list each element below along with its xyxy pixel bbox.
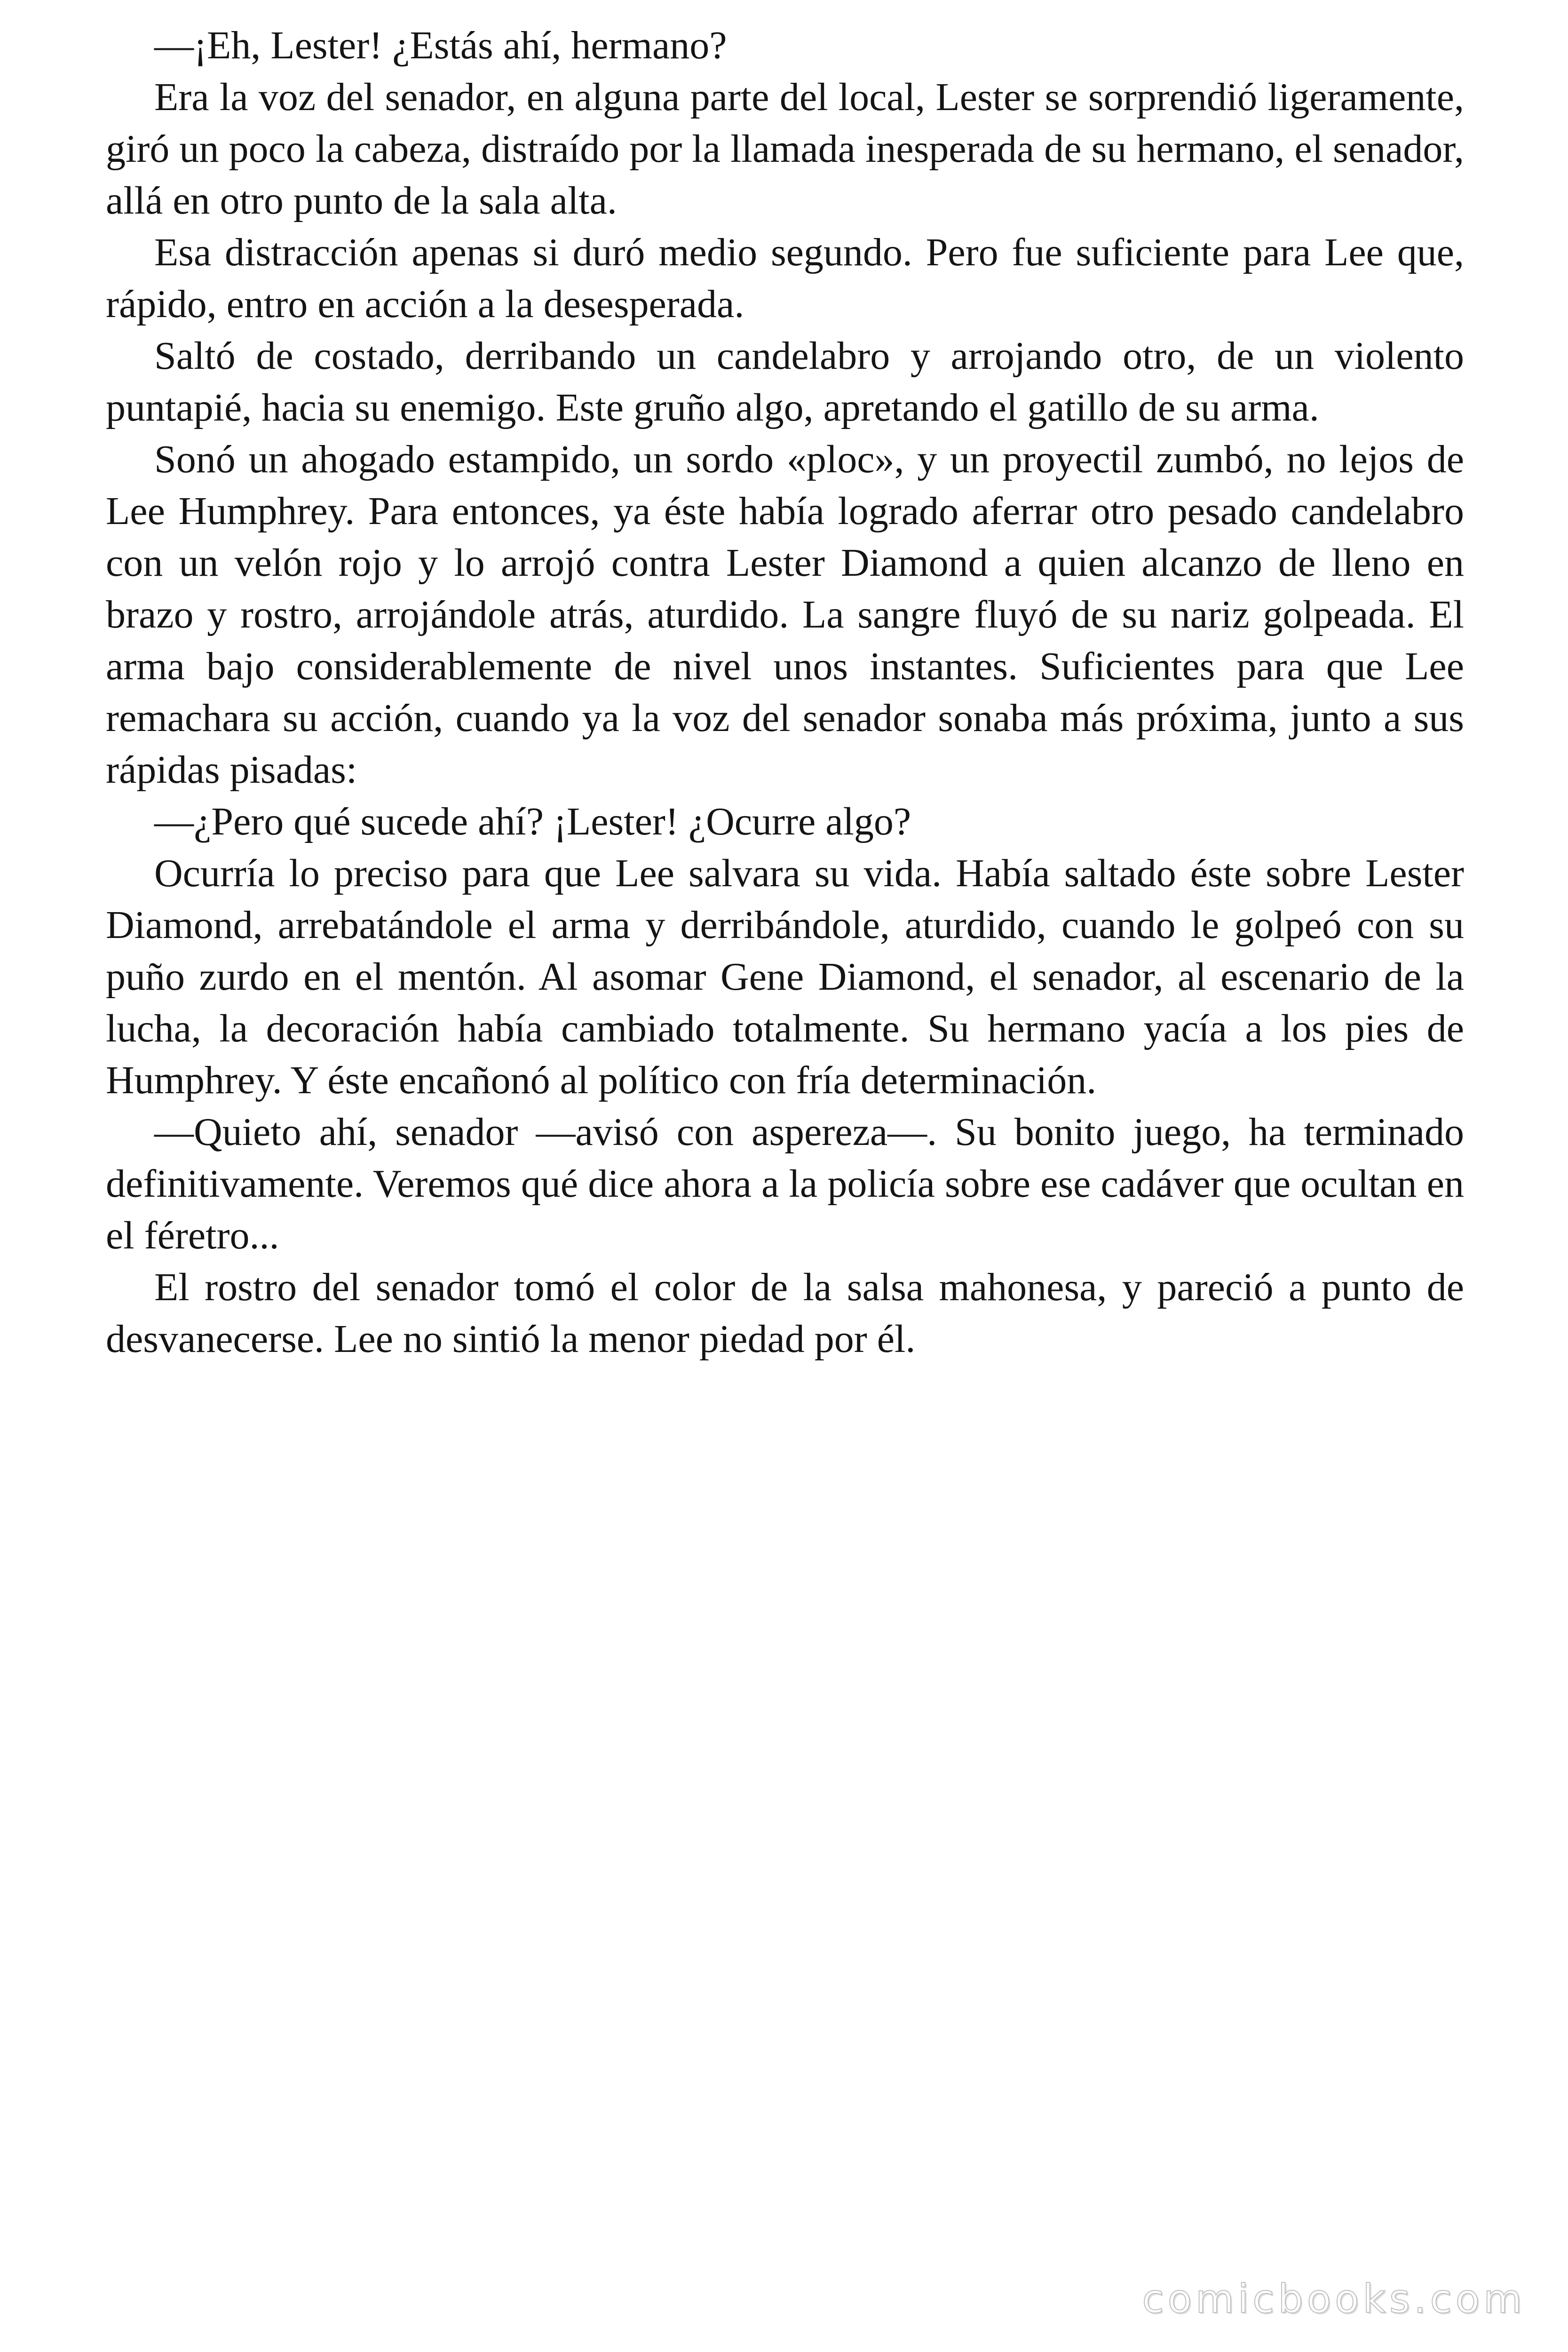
paragraph-1: —¡Eh, Lester! ¿Estás ahí, hermano? [154,24,727,67]
paragraph-8: —Quieto ahí, senador —avisó con aspereza—. Su bonito juego, ha terminado definitivamente. Veremos qué dice ahora a la policía sobre ese cadáver que ocultan en el féretro... [106,1110,1464,1257]
paragraph-6: —¿Pero qué sucede ahí? ¡Lester! ¿Ocurre algo? [154,800,911,843]
paragraph-9: El rostro del senador tomó el color de la salsa mahonesa, y pareció a punto de desvanecerse. Lee no sintió la menor piedad por él. [106,1265,1464,1361]
watermark: comicbooks.com [1142,2276,1526,2322]
page-text [106,20,1464,1365]
paragraph-4: Saltó de costado, derribando un candelabro y arrojando otro, de un violento puntapié, hacia su enemigo. Este gruño algo, apretando el gatillo de su arma. [106,334,1464,429]
paragraph-7: Ocurría lo preciso para que Lee salvara su vida. Había saltado éste sobre Lester Diamond, arrebatándole el arma y derribándole, aturdido, cuando le golpeó con su puño zurdo en el mentón. Al asomar Gene Diamond, el senador, al escenario de la lucha, la decoración había cambiado totalmente. Su hermano yacía a los pies de Humphrey. Y éste encañonó al político con fría determinación. [106,851,1464,1102]
paragraph-5: Sonó un ahogado estampido, un sordo «ploc», y un proyectil zumbó, no lejos de Lee Humphrey. Para entonces, ya éste había logrado aferrar otro pesado candelabro con un velón rojo y lo arrojó contra Lester Diamond a quien alcanzo de lleno en brazo y rostro, arrojándole atrás, aturdido. La sangre fluyó de su nariz golpeada. El arma bajo considerablemente de nivel unos instantes. Suficientes para que Lee remachara su acción, cuando ya la voz del senador sonaba más próxima, junto a sus rápidas pisadas: [106,437,1464,792]
paragraph-2: Era la voz del senador, en alguna parte del local, Lester se sorprendió ligeramente, giró un poco la cabeza, distraído por la llamada inesperada de su hermano, el senador, allá en otro punto de la sala alta. [106,75,1464,222]
paragraph-3: Esa distracción apenas si duró medio segundo. Pero fue suficiente para Lee que, rápido, entro en acción a la desesperada. [106,230,1464,326]
